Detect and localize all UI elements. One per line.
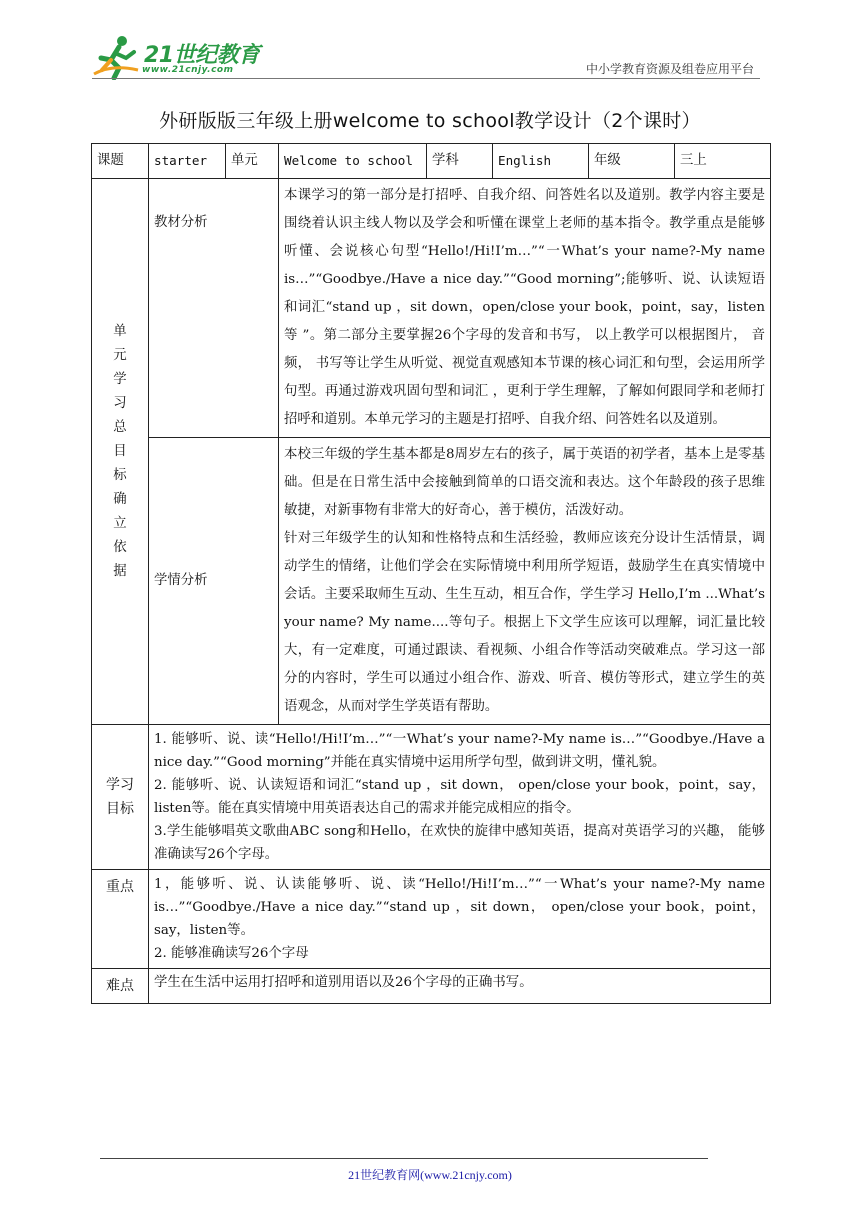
basis-label: 单 元 学 习 总 目 标 确 立 依 据 (92, 179, 149, 725)
site-logo[interactable] (92, 34, 262, 80)
learner-analysis-para-1: 本校三年级的学生基本都是8周岁左右的孩子，属于英语的初学者，基本上是零基础。但是在日常生活中会接触到简单的口语交流和表达。这个年龄段的孩子思维敏捷，对新事物有非常大的好奇心，善于模仿，活泼好动。 (284, 447, 765, 518)
objective-item-2: 2. 能够听、说、认读短语和词汇“stand up ，sit down， open/close your book，point，say，listen等。能在真实情境中用英语表达自己的需求并能完成相应的指令。 (154, 778, 765, 816)
objectives-label: 学习 目标 (92, 725, 149, 870)
objectives-text (149, 725, 771, 870)
key-points-label: 重点 (92, 870, 149, 969)
grade-label: 年级 (589, 144, 675, 179)
textbook-analysis-row (92, 179, 771, 438)
grade-value: 三上 (675, 144, 771, 179)
topic-value: starter (149, 144, 226, 179)
subject-value: English (493, 144, 589, 179)
textbook-analysis-label: 教材分析 (149, 179, 279, 438)
page-title: 外研版版三年级上册welcome to school教学设计（2个课时） (159, 110, 701, 132)
difficulties-label: 难点 (92, 969, 149, 1004)
footer-divider (100, 1158, 708, 1159)
page-header (0, 0, 860, 90)
footer-link[interactable]: 21世纪教育网(www.21cnjy.com) (348, 1168, 512, 1182)
textbook-analysis-text: 本课学习的第一部分是打招呼、自我介绍、问答姓名以及道别。教学内容主要是围绕着认识主线人物以及学会和听懂在课堂上老师的基本指令。教学重点是能够听懂、会说核心句型“Hello!/Hi!I’m…”“一What’s your name?-My name is…”“Goodbye./Have a nice day.”“Good morning”;能够听、说、认读短语和词汇“stand up ，sit down，open/close your book，point，say，listen等 ”。第二部分主要掌握26个字母的发音和书写， 以上教学可以根据图片， 音频， 书写等让学生从听觉、视觉直观感知本节课的核心词汇和句型，会运用所学句型。再通过游戏巩固句型和词汇 ，更利于学生理解，了解如何跟同学和老师打招呼和道别。本单元学习的主题是打招呼、自我介绍、问答姓名以及道别。 (279, 179, 771, 438)
subject-label: 学科 (427, 144, 493, 179)
header-divider (92, 78, 760, 79)
key-points-row (92, 870, 771, 969)
platform-label: 中小学教育资源及组卷应用平台 (585, 62, 754, 76)
learner-analysis-para-2: 针对三年级学生的认知和性格特点和生活经验，教师应该充分设计生活情景，调动学生的情绪，让他们学会在实际情境中利用所学短语，鼓励学生在真实情境中会话。主要采取师生互动、生生互动，相互合作，学生学习 Hello,I’m ...What’s your name? My name....等句子。根据上下文学生应该可以理解，词汇量比较大，有一定难度，可通过跟读、看视频、小组合作等活动突破难点。学习这一部分的内容时，学生可以通过小组合作、游戏、听音、模仿等形式，建立学生的英语观念，从而对学生学英语有帮助。 (284, 531, 765, 714)
learner-analysis-label: 学情分析 (149, 438, 279, 725)
objective-item-3: 3.学生能够唱英文歌曲ABC song和Hello，在欢快的旋律中感知英语，提高对英语学习的兴趣， 能够准确读写26个字母。 (154, 824, 765, 862)
difficulties-text: 学生在生活中运用打招呼和道别用语以及26个字母的正确书写。 (149, 969, 771, 1004)
learner-analysis-row (92, 438, 771, 725)
runner-logo-icon (92, 34, 140, 80)
key-point-item-2: 2. 能够准确读写26个字母 (154, 946, 309, 961)
key-points-text (149, 870, 771, 969)
unit-label: 单元 (226, 144, 279, 179)
objectives-row (92, 725, 771, 870)
key-point-item-1: 1，能够听、说、认读能够听、说、读“Hello!/Hi!I’m…”“一What’s your name?-My name is…”“Goodbye./Have a nice day.”“stand up ，sit down， open/close your book，point，say，listen等。 (154, 877, 765, 938)
logo-url-text: www.21cnjy.com (142, 65, 234, 75)
logo-brand-text: 21世纪教育 (144, 43, 260, 68)
topic-label: 课题 (92, 144, 149, 179)
objective-item-1: 1. 能够听、说、读“Hello!/Hi!I’m…”“一What’s your name?-My name is…”“Goodbye./Have a nice day.”“Good morning”并能在真实情境中运用所学句型，做到讲文明，懂礼貌。 (154, 732, 765, 770)
unit-value: Welcome to school (279, 144, 427, 179)
learner-analysis-text (279, 438, 771, 725)
info-row (92, 144, 771, 179)
difficulties-row (92, 969, 771, 1004)
lesson-plan-table (91, 143, 771, 1004)
